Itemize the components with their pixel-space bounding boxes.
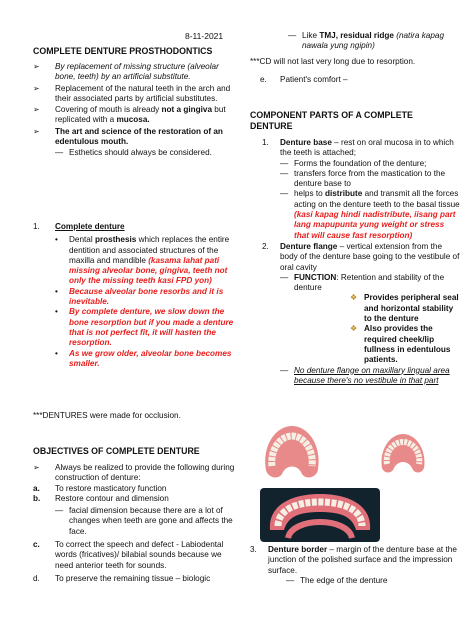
bullet-text: Replacement of the natural teeth in the arch and their associated parts by artificial substitutes. [55, 83, 231, 103]
list-item: • Dental prosthesis which replaces the entire dentition and associated structures of the maxilla and mandible (kasama lahat pati missing alveolar bone, gingiva, teeth not only the missing teeth kasi FPD yon) [55, 235, 230, 286]
sub-item: — facial dimension because there are a lot of changes when teeth are gone and affects the face. [55, 506, 233, 536]
list-item [33, 105, 238, 126]
like-item: — Like TMJ, residual ridge (natira kapag nawala yung ngipin) [288, 31, 445, 51]
cd-note: ***CD will not last very long due to resorption. [250, 57, 416, 66]
numbered-item: 1. Complete denture [33, 222, 238, 232]
sub-item: — No denture flange on maxillary lingual area because there's no vestibule in that part [280, 365, 450, 385]
sub-item: — helps to distribute and transmit all the forces acting on the denture teeth to the basal tissue (kasi kapag hindi nadistribute, iisang part lang mapupunta yung weight or stress that will cause fast resorption) [280, 189, 460, 240]
bullet-dot-icon: • [55, 286, 58, 296]
diamond-bullet-icon: ❖ [350, 293, 358, 303]
arrow-bullet-icon: ➢ [33, 126, 40, 136]
diamond-bullet-icon: ❖ [350, 324, 358, 334]
date-text: 8-11-2021 [185, 31, 224, 41]
sub-item: — Forms the foundation of the denture; [280, 158, 427, 168]
arrow-bullet-icon: ➢ [33, 83, 40, 93]
list-item: ➢ Always be realized to provide the following during construction of denture: [33, 463, 235, 483]
numbered-item: 3. Denture border – margin of the denture base at the junction of the polished surface and the impression surface. [250, 545, 457, 575]
dash-icon: — [286, 575, 295, 585]
arrow-bullet-icon: ➢ [33, 62, 40, 71]
denture-side-photo [376, 430, 430, 478]
dash-icon: — [288, 31, 297, 40]
list-item: c. To correct the speech and defect - Labiodental words (fricatives)/ bilabial sounds because we need anterior teeth for sounds. [33, 540, 224, 570]
dash-icon: — [280, 272, 289, 282]
function-list [280, 293, 460, 365]
sub-item: — FUNCTION: Retention and stability of the denture [280, 272, 445, 293]
list-item: b. Restore contour and dimension [33, 493, 169, 503]
intro-bullets [33, 62, 238, 159]
sub-list [262, 159, 460, 241]
list-item [33, 127, 238, 148]
dash-icon: — [55, 506, 64, 516]
bullet-text: The art and science of the restoration of an edentulous mouth. [55, 126, 223, 147]
list-item [33, 84, 238, 105]
component-list [262, 138, 460, 386]
dash-icon: — [55, 148, 64, 158]
sub-item: — The edge of the denture [286, 575, 388, 585]
list-item: • As we grow older, alveolar bone becomes smaller. [55, 348, 232, 368]
dash-icon: — [280, 168, 289, 178]
esthetics-text: Esthetics should always be considered. [69, 148, 212, 158]
list-item: a. To restore masticatory function [33, 483, 167, 493]
complete-dentures-photo [260, 488, 380, 542]
bullet-dot-icon: • [55, 235, 58, 245]
numbered-item: 2. Denture flange – vertical extension from the body of the denture base going to the vestibule of oral cavity [262, 241, 460, 272]
bullet-text: Covering of mouth is already not a gingiva but replicated with a mucosa. [55, 105, 226, 125]
sub-item [33, 148, 238, 158]
list-item: • Because alveolar bone resorbs and it is inevitable. [55, 286, 224, 307]
dash-icon: — [280, 189, 289, 199]
bullet-dot-icon: • [55, 307, 58, 317]
sub-list [262, 273, 460, 386]
patient-item: e. Patient's comfort – [260, 75, 348, 84]
list-item: • By complete denture, we slow down the bone resorption but if you made a denture that is not perfect fit, it will hasten the resorption. [55, 307, 234, 348]
arrow-bullet-icon: ➢ [33, 105, 40, 115]
list-item: ❖ Also provides the required cheek/lip fullness in edentulous patients. [350, 324, 451, 365]
sub-list [33, 235, 238, 369]
numbered-item: 1. Denture base – rest on oral mucosa in to which the teeth is attached; [262, 138, 454, 158]
denture-border-section [250, 545, 460, 586]
maxillary-denture-photo [258, 420, 326, 484]
sub-item: — transfers force from the mastication to the denture base to [280, 168, 446, 189]
page-title: COMPLETE DENTURE PROSTHODONTICS [33, 46, 213, 56]
arrow-bullet-icon: ➢ [33, 463, 40, 472]
dash-icon: — [280, 158, 289, 168]
list-item: ❖ Provides peripheral seal and horizontal stability to the denture [350, 293, 459, 324]
list-item: d. To preserve the remaining tissue – biologic [33, 573, 211, 583]
bullet-text: By replacement of missing structure (alveolar bone, teeth) by an artificial substitute. [55, 62, 219, 82]
complete-denture-section [33, 222, 238, 369]
objectives-title: OBJECTIVES OF COMPLETE DENTURE [33, 446, 200, 456]
bullet-dot-icon: • [55, 348, 58, 358]
dentures-note: ***DENTURES were made for occlusion. [33, 411, 181, 420]
dash-icon: — [280, 365, 289, 375]
component-title: COMPONENT PARTS OF A COMPLETE DENTURE [250, 110, 413, 131]
objectives-list [33, 463, 238, 584]
list-item [33, 62, 238, 83]
section-heading: Complete denture [55, 222, 125, 231]
